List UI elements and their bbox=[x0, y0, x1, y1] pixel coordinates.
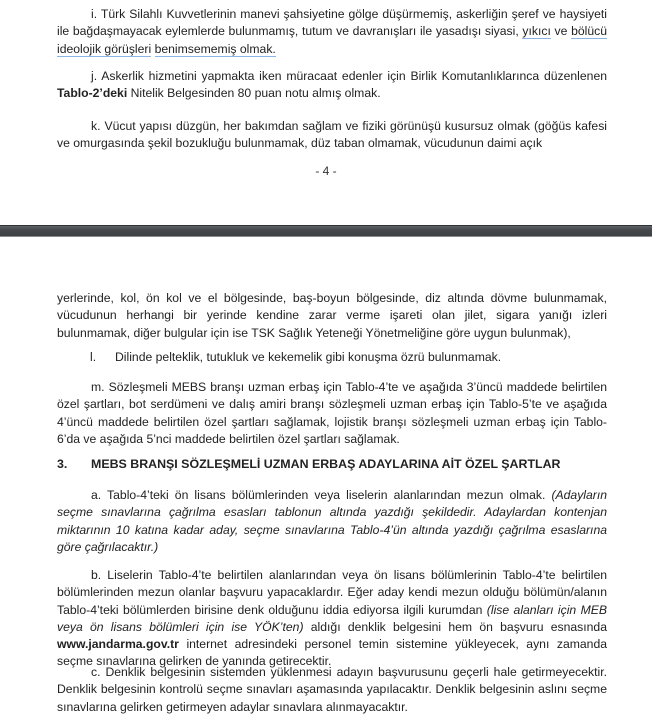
item-a bbox=[57, 487, 607, 556]
spellcheck-underline-benimsememis[interactable]: benimsememiş olmak. bbox=[154, 41, 276, 56]
jandarma-link[interactable]: www.jandarma.gov.tr bbox=[57, 637, 179, 652]
item-m-label: m. bbox=[91, 380, 105, 394]
item-j bbox=[57, 68, 607, 103]
page-number: - 4 - bbox=[315, 164, 337, 178]
item-b-italic-note: (lise alanları için MEB veya ön lisans bölümleri için ise YÖK’ten) bbox=[57, 602, 607, 634]
section-3-number: 3. bbox=[57, 457, 68, 471]
document-page-4 bbox=[0, 0, 652, 225]
item-j-label: j. bbox=[91, 69, 98, 83]
item-i bbox=[57, 0, 607, 58]
spellcheck-underline-ideolojik[interactable]: bölücü ideolojik görüşleri bbox=[57, 24, 608, 56]
item-k-text: Vücut yapısı düzgün, her bakımdan sağlam ve fiziki görünüşü kusursuz olmak (göğüs kafesi ve omurgasında şekil bozukluğu bulunmamak, düz taban olmamak, vücudunun daimi açık bbox=[57, 119, 607, 151]
item-l-label: l. bbox=[90, 350, 97, 364]
item-b-text-b: aldığı denklik belgesini hem ön başvuru esnasında bbox=[310, 619, 607, 634]
section-3-heading bbox=[57, 457, 560, 471]
item-b bbox=[57, 567, 607, 671]
item-j-bold: Tablo-2’deki bbox=[57, 86, 128, 101]
item-i-connector: ve bbox=[554, 24, 568, 39]
item-i-label: i. bbox=[91, 7, 98, 21]
item-l-text: Dilinde pelteklik, tutukluk ve kekemelik gibi konuşma özrü bulunmamak. bbox=[115, 350, 502, 364]
item-j-text: Askerlik hizmetini yapmakta iken müracaat edenler için Birlik Komutanlıklarınca düzenlenen bbox=[101, 69, 607, 83]
item-b-text: Liselerin Tablo-4’te belirtilen alanlarından veya ön lisans bölümlerinin Tablo-4’te belirtilen bölümlerinden mezun olanlar başvuru yapacaklardır. Eğer aday kendi mezun olduğu bölümün/alanın Tablo-4’teki bölümlerden birisine denk olduğunu iddia ediyorsa ilgili kurumdan bbox=[57, 568, 608, 617]
page-separator bbox=[0, 225, 652, 237]
section-3-title: MEBS BRANŞI SÖZLEŞMELİ UZMAN ERBAŞ ADAYLARINA AİT ÖZEL ŞARTLAR bbox=[91, 457, 561, 471]
item-c bbox=[57, 664, 607, 716]
item-c-label: c. bbox=[91, 665, 101, 679]
item-b-label: b. bbox=[91, 568, 102, 582]
item-i-text: Türk Silahlı Kuvvetlerinin manevi şahsiyetine gölge düşürmemiş, askerliğin şeref ve haysiyeti ile bağdaşmayacak eylemlerde bulunmamış, tutum ve davranışları ile yasadışı siyasi, bbox=[57, 7, 607, 39]
item-b-text-c: internet adresindeki personel temin sistemine yükleyecek, aynı zamanda seçme sınavlarına gelirken de yanında getirecektir. bbox=[57, 637, 607, 669]
item-c-text: Denklik belgesinin sistemden yüklenmesi adayın başvurusunu geçerli hale getirmeyecektir. Denklik belgesinin kontrolü seçme sınavları aşamasında yapılacaktır. Denklik belgesinin aslını seçme sınavlarına gelirken getirmeyen adaylar sınavlara alınmayacaktır. bbox=[57, 665, 608, 714]
item-k bbox=[57, 118, 607, 153]
item-m bbox=[57, 379, 607, 448]
item-l bbox=[90, 350, 501, 364]
item-a-text: Tablo-4’teki ön lisans bölümlerinden veya liselerin alanlarından mezun olmak. bbox=[107, 488, 546, 502]
item-m-text: Sözleşmeli MEBS branşı uzman erbaş için Tablo-4’te ve aşağıda 3’üncü maddede belirtilen özel şartları, bot serdümeni ve dalış amiri branşı sözleşmeli uzman erbaş için Tablo-5’te ve aşağıda 4’üncü maddede belirtilen özel şartları sağlamak, lojistik branşı sözleşmeli uzman erbaş için Tablo-6’da ve aşağıda 5’nci maddede belirtilen özel şartları sağlamak. bbox=[57, 380, 607, 446]
item-a-italic-note: (Adayların seçme sınavlarına çağrılma esasları tablonun altında yazdığı şekildedir. Adaylardan kontenjan miktarının 10 katına kadar aday, seçme sınavlarına Tablo-4’ün altında yazdığı çağrılma esaslarına göre çağrılacaktır.) bbox=[57, 488, 607, 554]
spellcheck-underline-yikici[interactable]: yıkıcı bbox=[522, 24, 551, 39]
item-j-text-b: Nitelik Belgesinden 80 puan notu almış olmak. bbox=[130, 86, 381, 101]
item-a-label: a. bbox=[91, 488, 102, 502]
item-k-continuation: yerlerinde, kol, ön kol ve el bölgesinde, baş-boyun bölgesinde, diz altında dövme bulunmamak, vücudunun herhangi bir yerinde kendine zarar verme işareti olan jilet, sigara yanığı izleri bulunmamak, diğer bulgular için ise TSK Sağlık Yeteneği Yönetmeliğine göre uygun bulunmak), bbox=[57, 291, 607, 340]
item-k-label: k. bbox=[91, 119, 101, 133]
document-page-5 bbox=[0, 237, 652, 726]
